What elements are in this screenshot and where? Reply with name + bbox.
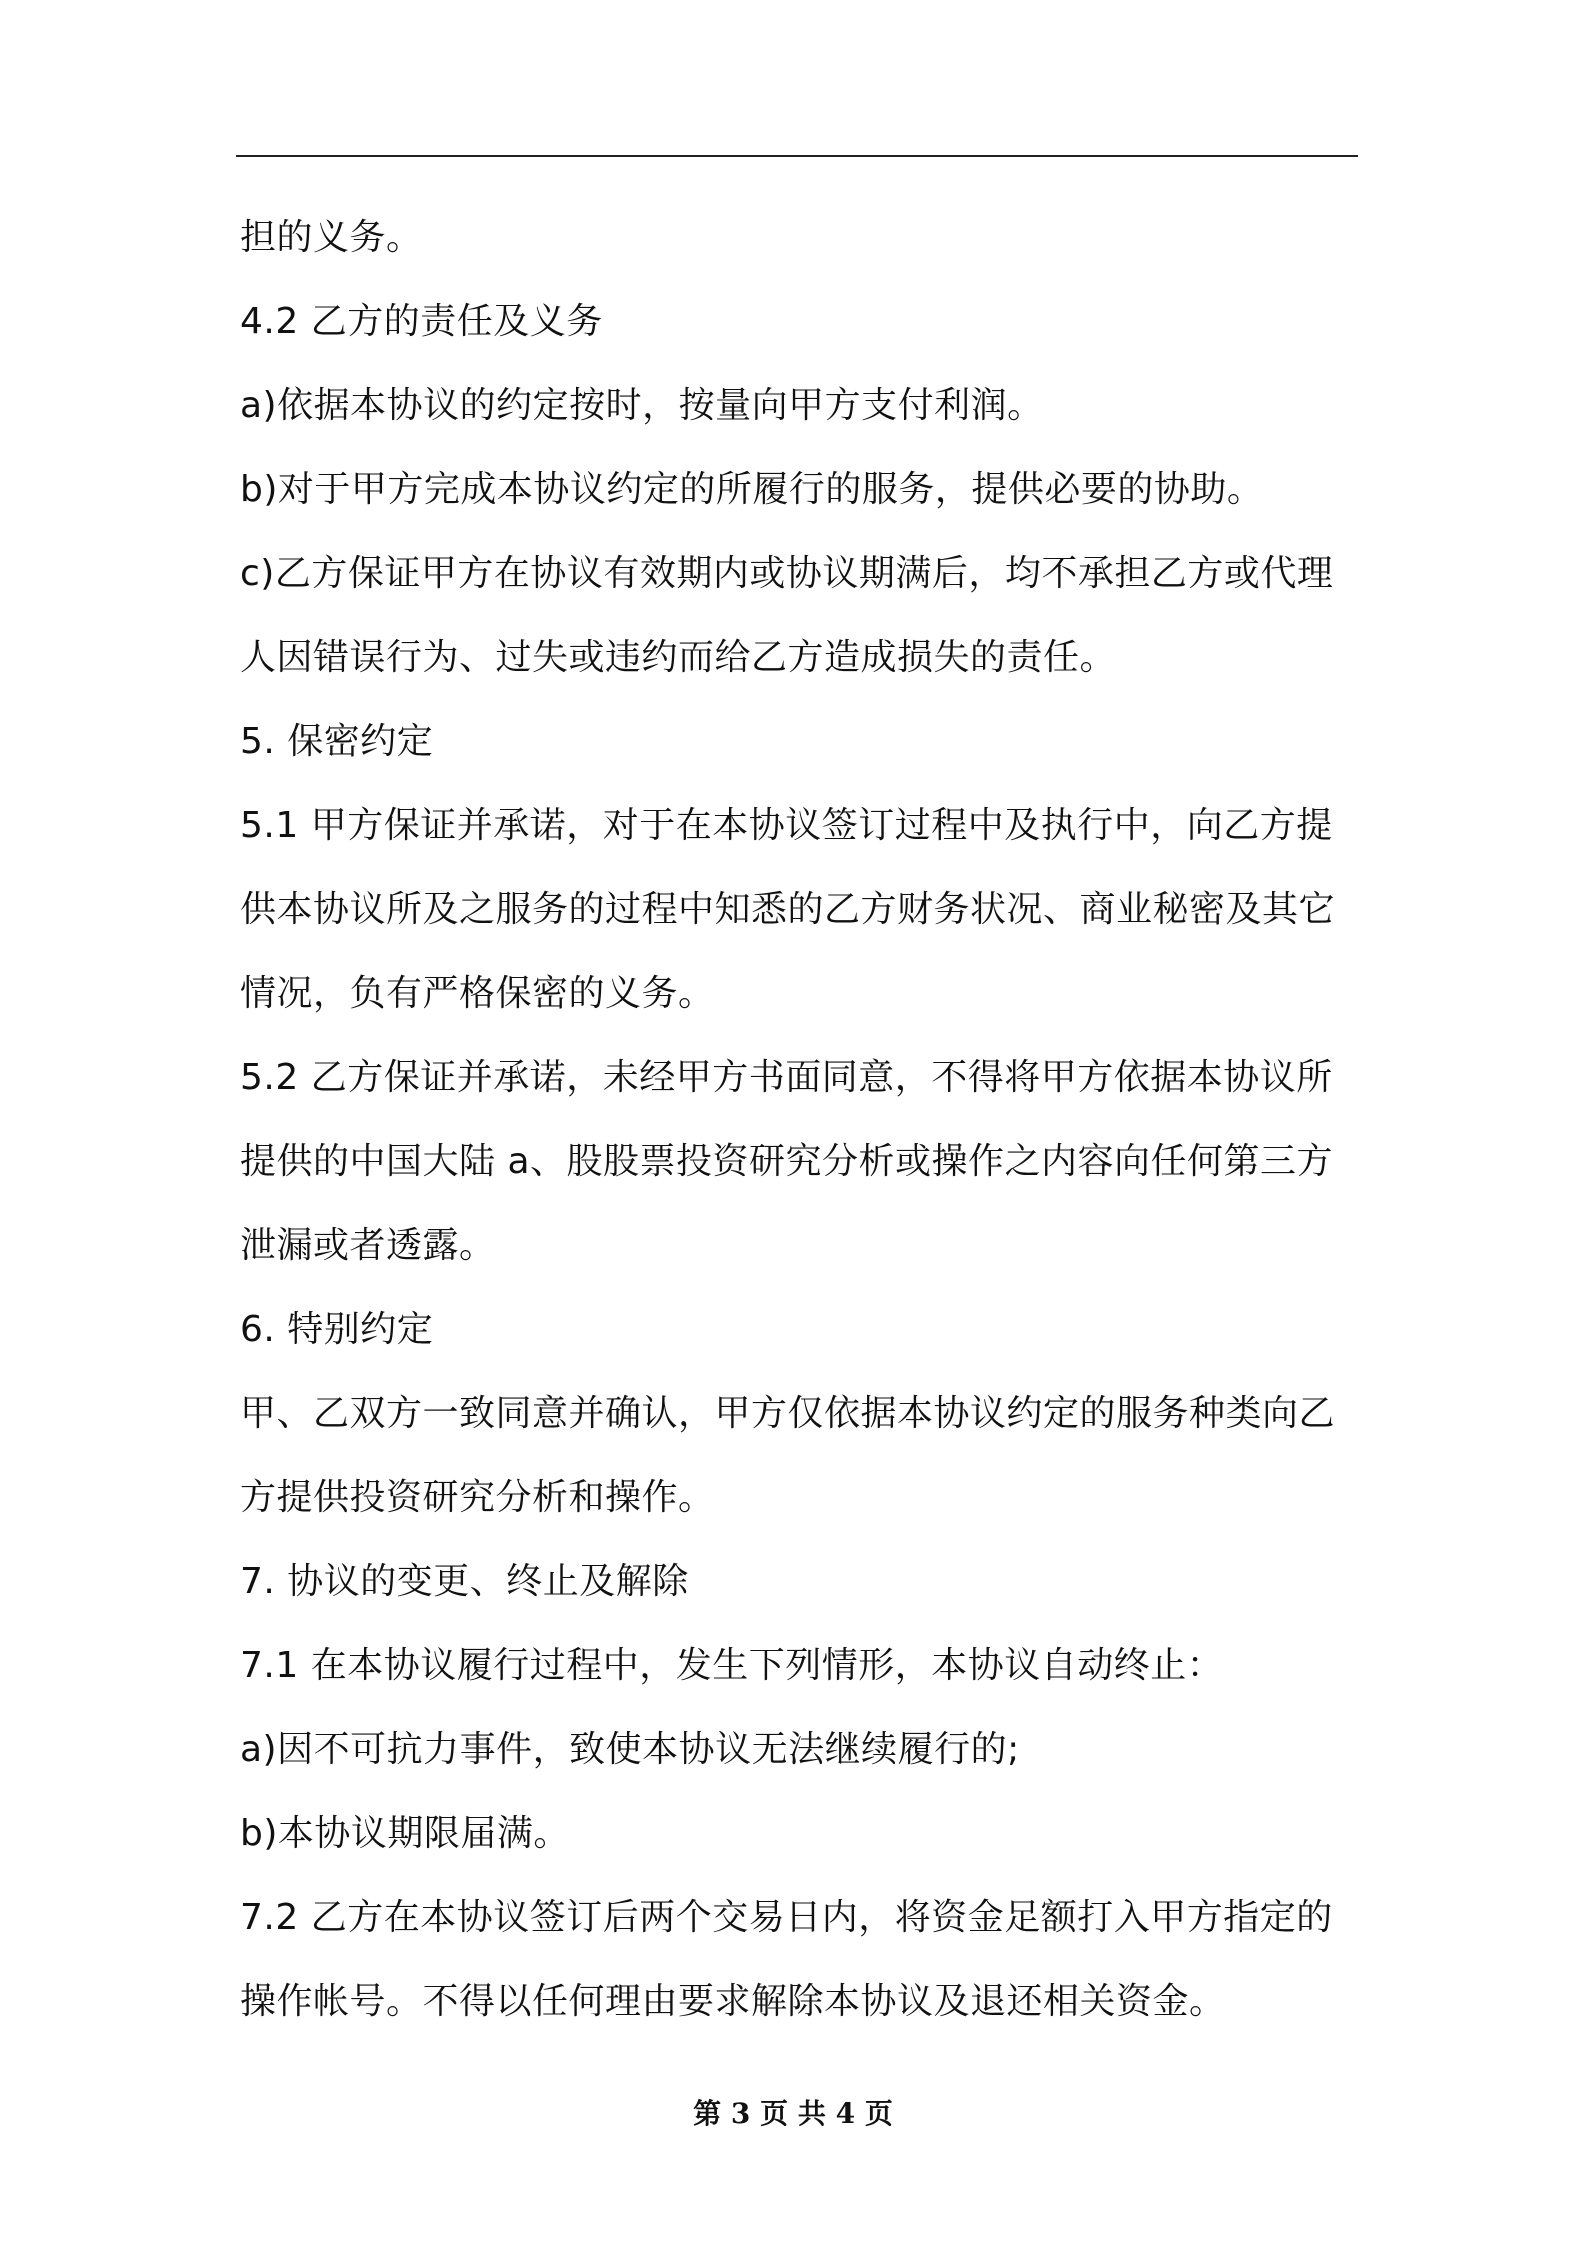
text-line: 人因错误行为、过失或违约而给乙方造成损失的责任。	[240, 637, 1117, 678]
text-line: 5.2 乙方保证并承诺，未经甲方书面同意，不得将甲方依据本协议所	[240, 1057, 1333, 1098]
text-line: b)对于甲方完成本协议约定的所履行的服务，提供必要的协助。	[240, 469, 1264, 510]
text-line: 操作帐号。不得以任何理由要求解除本协议及退还相关资金。	[240, 1981, 1226, 2022]
section-heading: 5. 保密约定	[240, 721, 434, 762]
page-number-footer: 第 3 页 共 4 页	[693, 2097, 893, 2130]
text-line: a)依据本协议的约定按时，按量向甲方支付利润。	[240, 385, 1044, 426]
header-rule	[236, 155, 1358, 157]
section-heading: 4.2 乙方的责任及义务	[240, 301, 603, 342]
text-line: 5.1 甲方保证并承诺，对于在本协议签订过程中及执行中，向乙方提	[240, 805, 1333, 846]
text-line: 7.1 在本协议履行过程中，发生下列情形，本协议自动终止：	[240, 1645, 1224, 1686]
text-line: 供本协议所及之服务的过程中知悉的乙方财务状况、商业秘密及其它	[240, 889, 1336, 930]
text-line: 7.2 乙方在本协议签订后两个交易日内，将资金足额打入甲方指定的	[240, 1897, 1333, 1938]
text-line: 情况，负有严格保密的义务。	[240, 973, 715, 1014]
text-line: c)乙方保证甲方在协议有效期内或协议期满后，均不承担乙方或代理	[240, 553, 1334, 594]
text-line: 担的义务。	[240, 217, 423, 258]
text-line: b)本协议期限届满。	[240, 1813, 570, 1854]
text-line: 方提供投资研究分析和操作。	[240, 1477, 715, 1518]
text-line: 提供的中国大陆 a、股股票投资研究分析或操作之内容向任何第三方	[240, 1141, 1334, 1182]
text-line: a)因不可抗力事件，致使本协议无法继续履行的;	[240, 1729, 1020, 1770]
section-heading: 6. 特别约定	[240, 1309, 434, 1350]
section-heading: 7. 协议的变更、终止及解除	[240, 1561, 689, 1602]
text-line: 甲、乙双方一致同意并确认，甲方仅依据本协议约定的服务种类向乙	[240, 1393, 1336, 1434]
document-body	[240, 196, 1360, 2044]
text-line: 泄漏或者透露。	[240, 1225, 496, 1266]
